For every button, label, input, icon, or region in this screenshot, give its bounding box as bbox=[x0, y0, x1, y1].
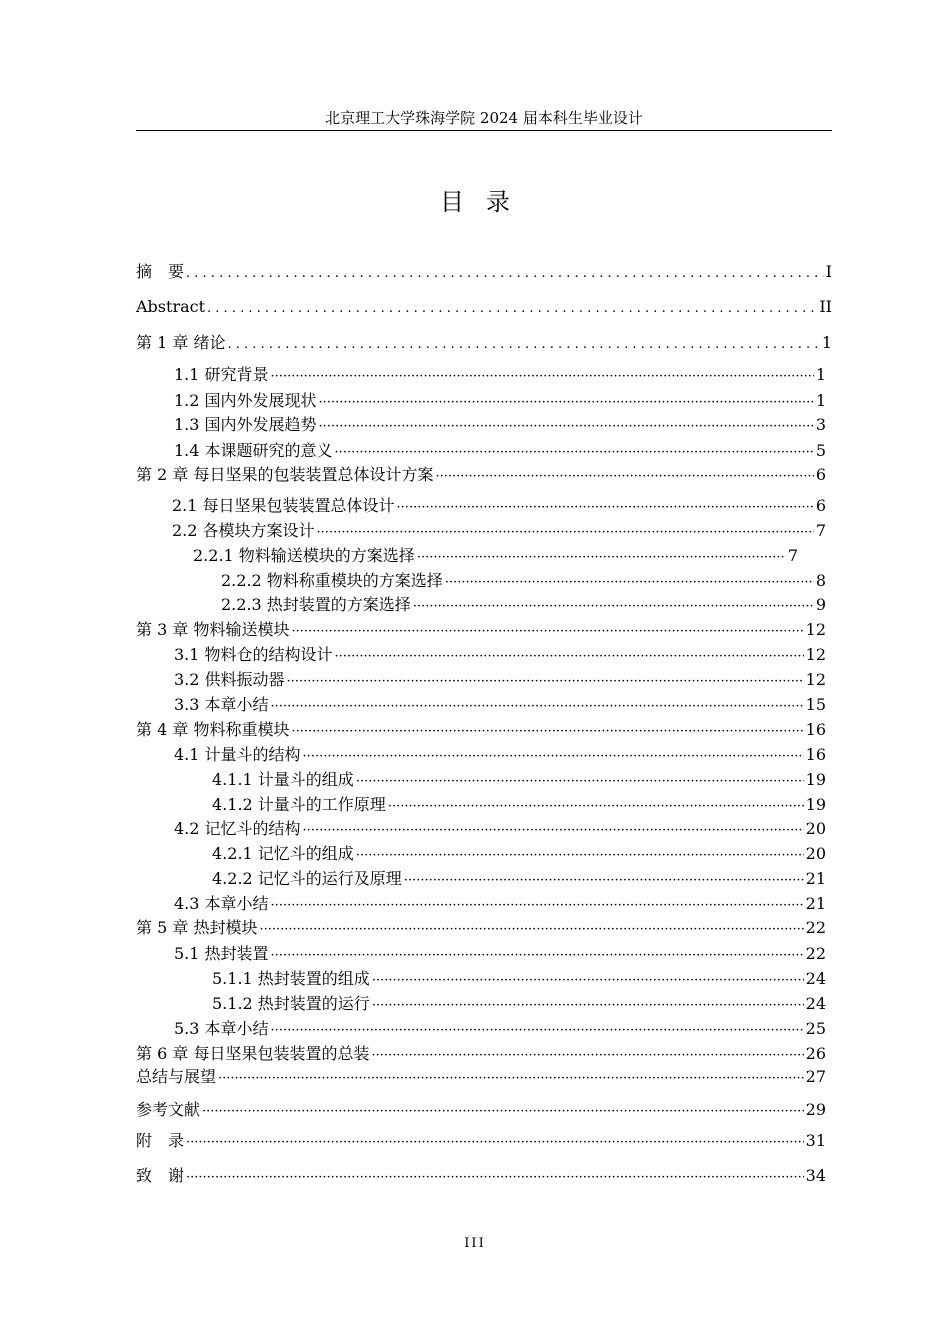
toc-entry-label: 5.1.1 热封装置的组成 bbox=[212, 969, 370, 988]
toc-leader-dots bbox=[303, 820, 804, 842]
toc-entry[interactable] bbox=[174, 744, 826, 766]
toc-entry-label: 第 1 章 绪论 bbox=[136, 333, 226, 352]
toc-entry-label: 4.1 计量斗的结构 bbox=[174, 745, 301, 764]
toc-leader-dots bbox=[335, 442, 814, 464]
toc-leader-dots bbox=[317, 522, 814, 544]
toc-entry-page: 29 bbox=[805, 1100, 826, 1119]
toc-entry-label: 总结与展望 bbox=[136, 1067, 217, 1086]
toc-entry-page: 8 bbox=[815, 571, 826, 590]
toc-entry-page: 3 bbox=[815, 415, 826, 434]
toc-leader-dots bbox=[435, 466, 813, 488]
toc-entry-page: 12 bbox=[805, 645, 826, 664]
toc-entry-label: 第 2 章 每日坚果的包装装置总体设计方案 bbox=[136, 465, 434, 484]
toc-leader-dots bbox=[271, 895, 804, 917]
toc-leader-dots bbox=[397, 497, 814, 519]
toc-entry-page: I bbox=[825, 262, 832, 281]
running-header: 北京理工大学珠海学院 2024 届本科生毕业设计 bbox=[325, 109, 643, 127]
toc-entry[interactable] bbox=[212, 794, 826, 816]
toc-entry-page: 24 bbox=[805, 969, 826, 988]
toc-entry-label: 1.2 国内外发展现状 bbox=[174, 391, 317, 410]
toc-entry-label: 4.2.2 记忆斗的运行及原理 bbox=[212, 869, 402, 888]
toc-entry-label: 3.2 供料振动器 bbox=[174, 670, 285, 689]
toc-entry-label: 第 4 章 物料称重模块 bbox=[136, 720, 290, 739]
toc-leader-dots bbox=[271, 945, 804, 967]
toc-entry[interactable] bbox=[174, 390, 826, 412]
toc-leader-dots bbox=[207, 298, 817, 320]
toc-entry-label: 5.1.2 热封装置的运行 bbox=[212, 994, 370, 1013]
toc-entry[interactable] bbox=[174, 414, 826, 436]
toc-entry[interactable] bbox=[136, 917, 826, 939]
toc-leader-dots bbox=[319, 392, 814, 414]
toc-entry-page: 12 bbox=[805, 620, 826, 639]
toc-leader-dots bbox=[227, 334, 819, 356]
toc-leader-dots bbox=[445, 572, 814, 594]
toc-entry-page: 9 bbox=[815, 595, 826, 614]
toc-entry-page: 22 bbox=[805, 918, 826, 937]
toc-entry-page: 6 bbox=[815, 496, 826, 515]
toc-leader-dots bbox=[259, 919, 803, 941]
toc-entry-label: 2.1 每日坚果包装装置总体设计 bbox=[172, 496, 395, 515]
toc-entry-page: 12 bbox=[805, 670, 826, 689]
toc-leader-dots bbox=[372, 995, 804, 1017]
toc-entry[interactable] bbox=[221, 570, 826, 592]
toc-entry-page: 16 bbox=[805, 745, 826, 764]
toc-entry-label: 3.1 物料仓的结构设计 bbox=[174, 645, 333, 664]
toc-entry[interactable] bbox=[136, 1043, 826, 1065]
toc-entry-label: 4.1.2 计量斗的工作原理 bbox=[212, 795, 386, 814]
toc-entry[interactable] bbox=[136, 1165, 826, 1187]
toc-entry[interactable] bbox=[136, 619, 826, 641]
toc-entry-page: 7 bbox=[787, 546, 798, 565]
toc-leader-dots bbox=[303, 746, 804, 768]
toc-entry[interactable] bbox=[136, 464, 826, 486]
toc-leader-dots bbox=[356, 771, 804, 793]
toc-entry-page: II bbox=[819, 297, 832, 316]
toc-entry-label: 4.3 本章小结 bbox=[174, 894, 269, 913]
toc-entry-page: 20 bbox=[805, 844, 826, 863]
toc-entry-page: 31 bbox=[805, 1131, 826, 1150]
toc-leader-dots bbox=[372, 970, 804, 992]
toc-entry-label: 1.3 国内外发展趋势 bbox=[174, 415, 317, 434]
toc-entry[interactable] bbox=[136, 261, 832, 283]
toc-entry-label: 3.3 本章小结 bbox=[174, 695, 269, 714]
toc-entry-label: 1.4 本课题研究的意义 bbox=[174, 441, 333, 460]
header-rule bbox=[136, 130, 832, 131]
toc-leader-dots bbox=[371, 1045, 803, 1067]
toc-entry[interactable] bbox=[212, 843, 826, 865]
toc-leader-dots bbox=[388, 796, 804, 818]
toc-entry[interactable] bbox=[174, 1018, 826, 1040]
toc-entry-page: 1 bbox=[815, 365, 826, 384]
toc-entry-label: 参考文献 bbox=[136, 1100, 201, 1119]
toc-entry-label: 第 3 章 物料输送模块 bbox=[136, 620, 290, 639]
toc-leader-dots bbox=[291, 721, 803, 743]
toc-entry-label: 4.2.1 记忆斗的组成 bbox=[212, 844, 354, 863]
toc-entry[interactable] bbox=[174, 440, 826, 462]
toc-entry[interactable] bbox=[136, 1066, 826, 1088]
toc-entry-page: 26 bbox=[805, 1044, 826, 1063]
toc-entry[interactable] bbox=[174, 644, 826, 666]
toc-leader-dots bbox=[404, 870, 804, 892]
toc-leader-dots bbox=[186, 1167, 804, 1189]
toc-entry-label: 第 5 章 热封模块 bbox=[136, 918, 258, 937]
toc-entry-label: 2.2.2 物料称重模块的方案选择 bbox=[221, 571, 443, 590]
toc-entry-label: 4.2 记忆斗的结构 bbox=[174, 819, 301, 838]
toc-leader-dots bbox=[417, 547, 786, 569]
toc-entry[interactable] bbox=[221, 594, 826, 616]
toc-entry[interactable] bbox=[174, 818, 826, 840]
toc-entry[interactable] bbox=[174, 669, 826, 691]
toc-entry[interactable] bbox=[174, 943, 826, 965]
toc-entry[interactable] bbox=[212, 769, 826, 791]
toc-entry-page: 25 bbox=[805, 1019, 826, 1038]
toc-leader-dots bbox=[202, 1101, 804, 1123]
toc-entry-page: 15 bbox=[805, 695, 826, 714]
toc-entry-label: 第 6 章 每日坚果包装装置的总装 bbox=[136, 1044, 370, 1063]
toc-entry-label: 5.1 热封装置 bbox=[174, 944, 269, 963]
toc-leader-dots bbox=[218, 1068, 804, 1090]
toc-leader-dots bbox=[287, 671, 804, 693]
toc-leader-dots bbox=[271, 696, 804, 718]
toc-leader-dots bbox=[291, 621, 803, 643]
toc-entry-page: 7 bbox=[815, 521, 826, 540]
toc-entry-label: 附 录 bbox=[136, 1131, 185, 1150]
toc-entry-page: 34 bbox=[805, 1166, 826, 1185]
page-number: III bbox=[464, 1236, 486, 1251]
toc-entry[interactable] bbox=[174, 364, 826, 386]
toc-entry-page: 27 bbox=[805, 1067, 826, 1086]
toc-entry-label: 1.1 研究背景 bbox=[174, 365, 269, 384]
toc-leader-dots bbox=[186, 263, 824, 285]
toc-entry-page: 20 bbox=[805, 819, 826, 838]
toc-entry-page: 6 bbox=[815, 465, 826, 484]
toc-entry[interactable] bbox=[174, 694, 826, 716]
page-title: 目录 bbox=[440, 188, 532, 216]
toc-entry[interactable] bbox=[172, 520, 826, 542]
toc-entry-page: 5 bbox=[815, 441, 826, 460]
toc-entry[interactable] bbox=[172, 495, 826, 517]
toc-entry[interactable] bbox=[136, 719, 826, 741]
toc-entry[interactable] bbox=[212, 868, 826, 890]
toc-entry-page: 1 bbox=[815, 391, 826, 410]
toc-leader-dots bbox=[186, 1132, 804, 1154]
toc-entry-label: 2.2.3 热封装置的方案选择 bbox=[221, 595, 411, 614]
toc-entry[interactable] bbox=[136, 332, 832, 354]
toc-entry-label: 致 谢 bbox=[136, 1166, 185, 1185]
toc-entry-page: 19 bbox=[805, 795, 826, 814]
toc-entry-page: 24 bbox=[805, 994, 826, 1013]
toc-entry-page: 21 bbox=[805, 894, 826, 913]
toc-entry[interactable] bbox=[212, 993, 826, 1015]
toc-entry-page: 22 bbox=[805, 944, 826, 963]
toc-leader-dots bbox=[319, 416, 814, 438]
toc-entry-label: 2.2 各模块方案设计 bbox=[172, 521, 315, 540]
toc-entry[interactable] bbox=[212, 968, 826, 990]
toc-entry[interactable] bbox=[193, 545, 798, 567]
toc-entry-label: 摘 要 bbox=[136, 262, 185, 281]
toc-entry[interactable] bbox=[136, 1099, 826, 1121]
toc-leader-dots bbox=[271, 1020, 804, 1042]
toc-entry-label: 2.2.1 物料输送模块的方案选择 bbox=[193, 546, 415, 565]
toc-leader-dots bbox=[413, 596, 814, 618]
toc-leader-dots bbox=[335, 646, 804, 668]
toc-entry-page: 1 bbox=[821, 333, 832, 352]
toc-entry-label: Abstract bbox=[136, 297, 206, 316]
toc-entry-label: 4.1.1 计量斗的组成 bbox=[212, 770, 354, 789]
toc-entry-page: 21 bbox=[805, 869, 826, 888]
toc-entry-page: 16 bbox=[805, 720, 826, 739]
toc-entry-label: 5.3 本章小结 bbox=[174, 1019, 269, 1038]
toc-leader-dots bbox=[271, 366, 814, 388]
toc-entry[interactable] bbox=[136, 1130, 826, 1152]
toc-entry[interactable] bbox=[136, 296, 832, 318]
toc-leader-dots bbox=[356, 845, 804, 867]
toc-entry-page: 19 bbox=[805, 770, 826, 789]
toc-entry[interactable] bbox=[174, 893, 826, 915]
